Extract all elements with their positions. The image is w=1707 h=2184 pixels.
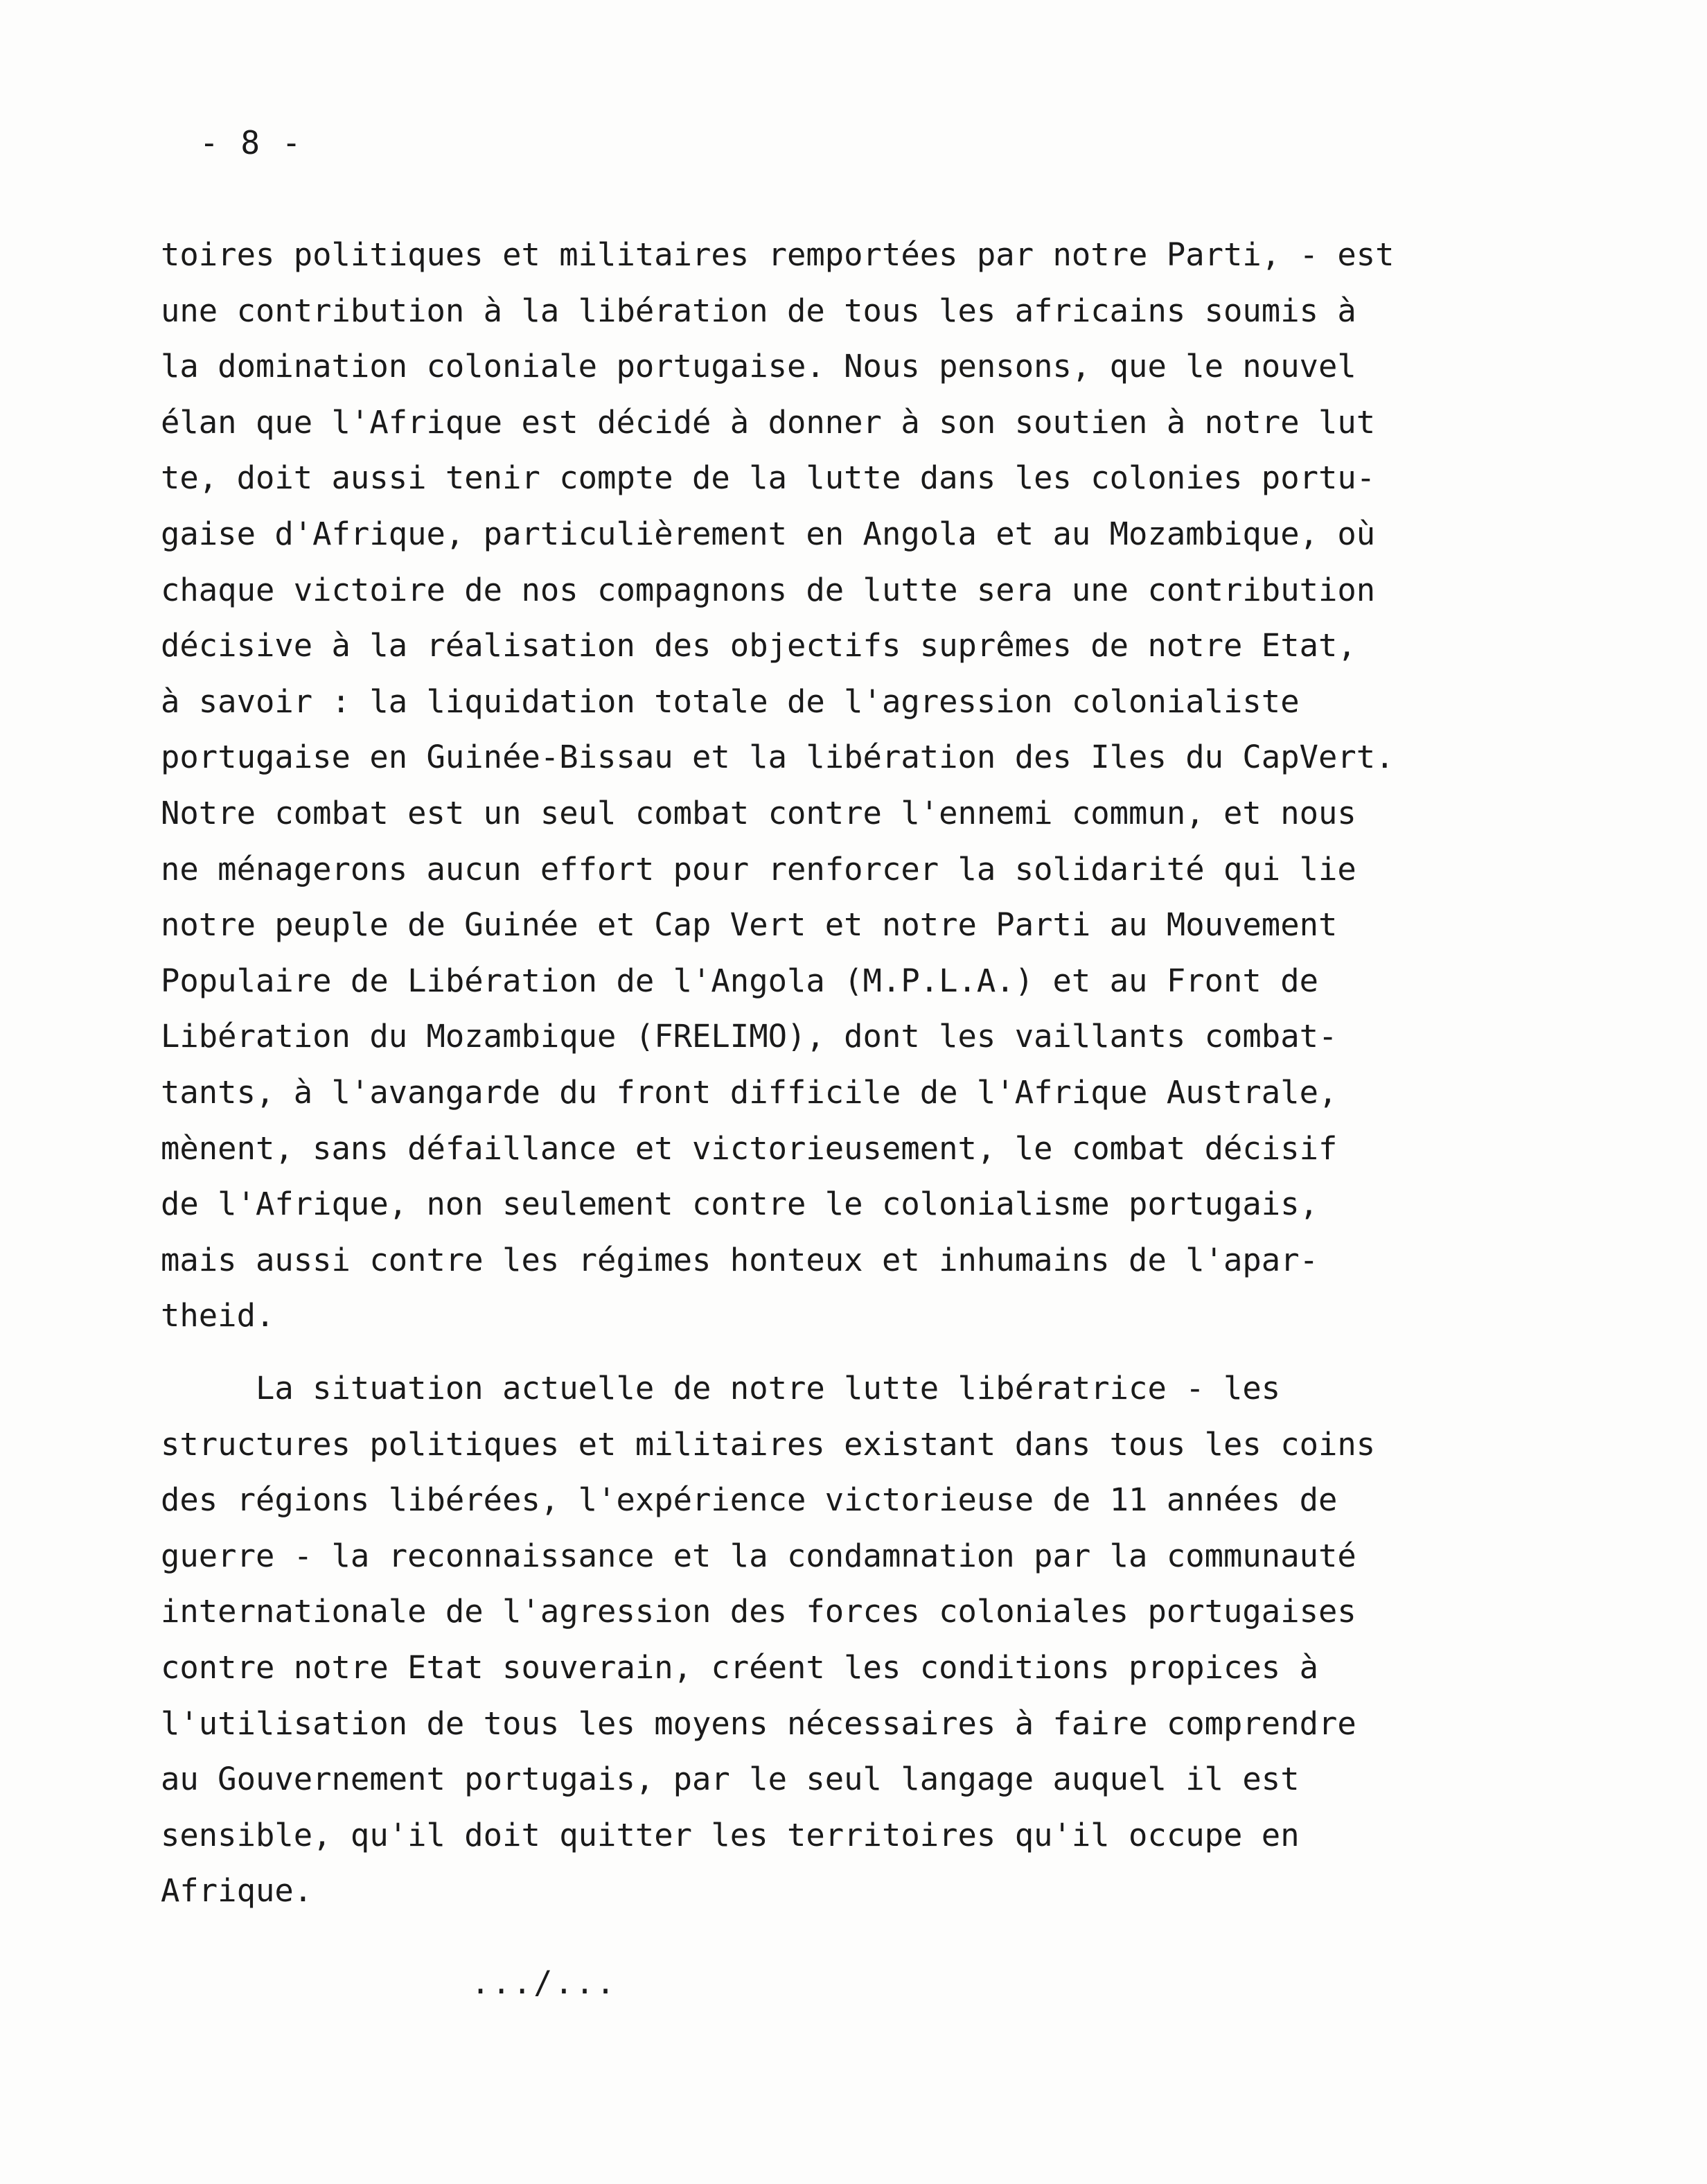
text-line: la domination coloniale portugaise. Nous pensons, que le nouvel xyxy=(161,348,1356,385)
text-line: mais aussi contre les régimes honteux et inhumains de l'apar- xyxy=(161,1241,1318,1278)
text-line: guerre - la reconnaissance et la condamnation par la communauté xyxy=(161,1537,1356,1574)
paragraph-1 xyxy=(161,227,1532,1344)
text-line: une contribution à la libération de tous les africains soumis à xyxy=(161,292,1356,329)
text-line: Libération du Mozambique (FRELIMO), dont les vaillants combat- xyxy=(161,1018,1338,1055)
text-line: élan que l'Afrique est décidé à donner à son soutien à notre lut xyxy=(161,403,1376,441)
text-line: décisive à la réalisation des objectifs suprêmes de notre Etat, xyxy=(161,627,1356,664)
text-line: chaque victoire de nos compagnons de lutte sera une contribution xyxy=(161,571,1376,608)
text-line: La situation actuelle de notre lutte libératrice - les xyxy=(161,1370,1281,1407)
text-line: au Gouvernement portugais, par le seul langage auquel il est xyxy=(161,1761,1300,1798)
text-line: contre notre Etat souverain, créent les conditions propices à xyxy=(161,1648,1318,1686)
text-line: à savoir : la liquidation totale de l'agression colonialiste xyxy=(161,682,1300,720)
text-line: mènent, sans défaillance et victorieusement, le combat décisif xyxy=(161,1129,1338,1167)
text-line: ne ménagerons aucun effort pour renforcer la solidarité qui lie xyxy=(161,850,1356,888)
text-line: portugaise en Guinée-Bissau et la libération des Iles du CapVert. xyxy=(161,739,1395,776)
text-line: tants, à l'avangarde du front difficile de l'Afrique Australe, xyxy=(161,1073,1338,1111)
text-line: notre peuple de Guinée et Cap Vert et notre Parti au Mouvement xyxy=(161,906,1338,944)
text-line: internationale de l'agression des forces coloniales portugaises xyxy=(161,1593,1356,1630)
text-line: l'utilisation de tous les moyens nécessaires à faire comprendre xyxy=(161,1705,1356,1742)
text-line: des régions libérées, l'expérience victorieuse de 11 années de xyxy=(161,1481,1338,1519)
text-line: te, doit aussi tenir compte de la lutte dans les colonies portu- xyxy=(161,459,1376,497)
text-line: gaise d'Afrique, particulièrement en Angola et au Mozambique, où xyxy=(161,515,1376,552)
text-line: de l'Afrique, non seulement contre le colonialisme portugais, xyxy=(161,1186,1318,1223)
text-line: structures politiques et militaires existant dans tous les coins xyxy=(161,1425,1376,1463)
text-line: toires politiques et militaires remportées par notre Parti, - est xyxy=(161,236,1395,273)
page-number: - 8 - xyxy=(200,124,303,161)
text-line: theid. xyxy=(161,1297,275,1335)
text-line: Notre combat est un seul combat contre l'ennemi commun, et nous xyxy=(161,794,1356,831)
paragraph-2 xyxy=(161,1361,1532,1919)
text-line: Populaire de Libération de l'Angola (M.P.L.A.) et au Front de xyxy=(161,962,1318,999)
text-line: sensible, qu'il doit quitter les territoires qu'il occupe en xyxy=(161,1816,1300,1853)
continuation-mark: .../... xyxy=(471,1964,617,2001)
text-line: Afrique. xyxy=(161,1872,313,1910)
